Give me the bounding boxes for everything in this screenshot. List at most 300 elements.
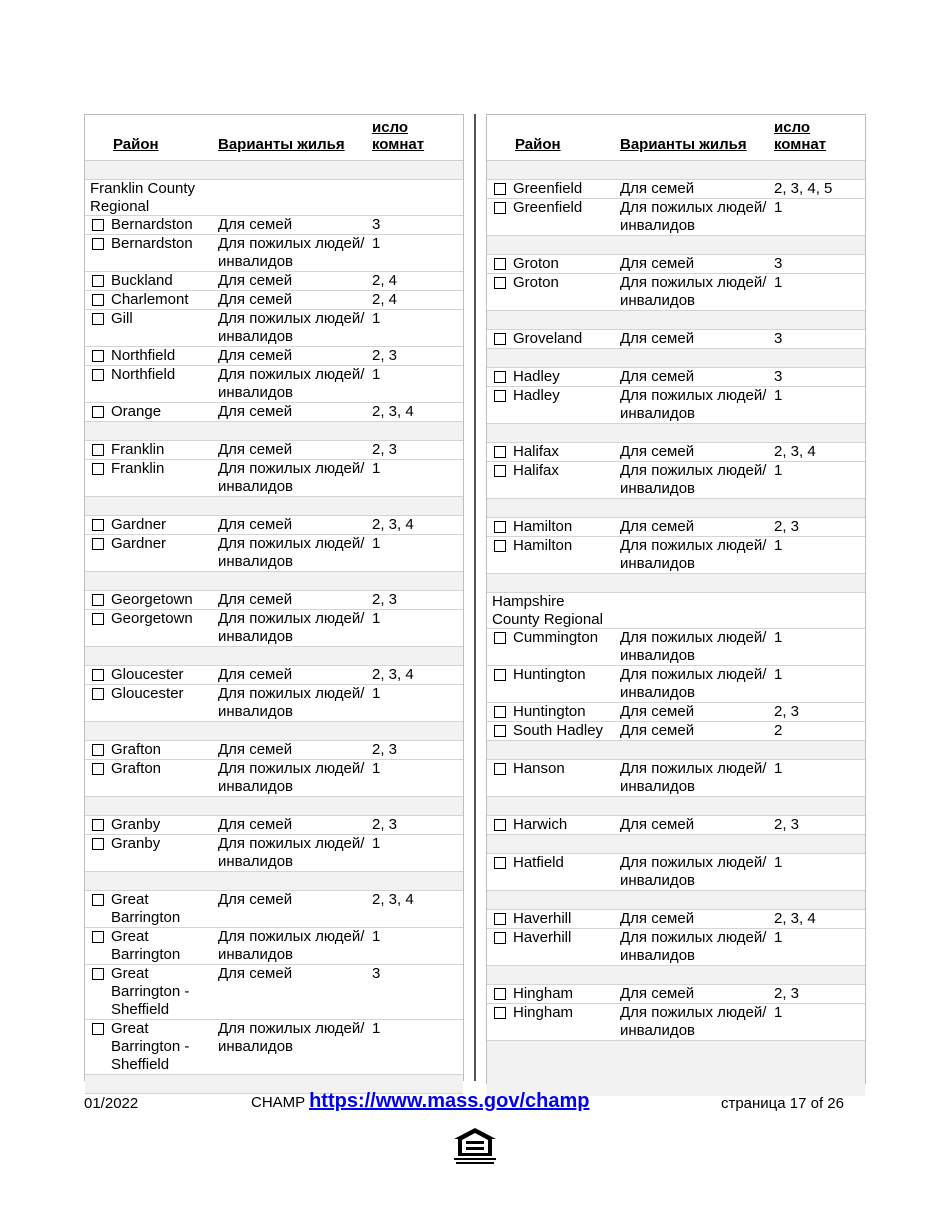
header-rooms: исло комнат bbox=[774, 119, 827, 153]
housing-type: Для семей bbox=[218, 516, 293, 533]
equal-housing-icon bbox=[450, 1126, 500, 1166]
district-cell bbox=[487, 443, 620, 461]
table-row bbox=[85, 816, 463, 835]
room-count: 2, 3, 4 bbox=[774, 443, 816, 460]
district-name: Northfield bbox=[111, 366, 176, 383]
district-cell bbox=[487, 929, 620, 965]
room-count: 2, 4 bbox=[372, 272, 398, 289]
checkbox[interactable] bbox=[494, 706, 506, 718]
district-name: Hatfield bbox=[513, 854, 564, 871]
checkbox[interactable] bbox=[92, 444, 104, 456]
spacer-row bbox=[85, 422, 463, 441]
district-cell bbox=[487, 666, 620, 702]
room-count: 2, 4 bbox=[372, 291, 398, 308]
checkbox[interactable] bbox=[92, 238, 104, 250]
district-cell bbox=[487, 722, 620, 740]
room-count: 1 bbox=[774, 199, 783, 216]
table-row bbox=[487, 666, 865, 703]
district-name: Hingham bbox=[513, 985, 574, 1002]
table-row bbox=[487, 368, 865, 387]
district-cell bbox=[85, 291, 218, 309]
district-cell bbox=[85, 965, 218, 1019]
district-cell bbox=[85, 216, 218, 234]
housing-type: Для семей bbox=[218, 965, 293, 982]
checkbox[interactable] bbox=[494, 277, 506, 289]
room-count: 3 bbox=[372, 965, 381, 982]
checkbox[interactable] bbox=[92, 931, 104, 943]
district-cell bbox=[85, 816, 218, 834]
district-cell bbox=[85, 535, 218, 571]
district-name: Gardner bbox=[111, 516, 167, 533]
table-row bbox=[85, 685, 463, 722]
room-count: 3 bbox=[774, 255, 783, 272]
footer-page-number: страница 17 of 26 bbox=[720, 1095, 844, 1112]
housing-type: Для семей bbox=[620, 816, 695, 833]
checkbox[interactable] bbox=[92, 1023, 104, 1035]
table-row bbox=[487, 180, 865, 199]
room-count: 2, 3 bbox=[774, 518, 800, 535]
table-row bbox=[85, 216, 463, 235]
table-row bbox=[85, 965, 463, 1020]
right-table bbox=[486, 114, 866, 1084]
district-name: Hadley bbox=[513, 387, 560, 404]
checkbox[interactable] bbox=[494, 932, 506, 944]
room-count: 3 bbox=[774, 330, 783, 347]
table-row bbox=[487, 985, 865, 1004]
district-name: Groton bbox=[513, 274, 559, 291]
room-count: 2, 3 bbox=[372, 347, 398, 364]
district-name: Franklin bbox=[111, 460, 165, 477]
checkbox[interactable] bbox=[92, 894, 104, 906]
district-cell bbox=[487, 1004, 620, 1040]
housing-type: Для пожилых людей/инвалидов bbox=[620, 854, 767, 889]
table-row bbox=[85, 310, 463, 347]
spacer-row bbox=[85, 722, 463, 741]
housing-type: Для пожилых людей/инвалидов bbox=[620, 1004, 767, 1039]
district-cell bbox=[85, 835, 218, 871]
district-name: Groveland bbox=[513, 330, 583, 347]
checkbox[interactable] bbox=[494, 540, 506, 552]
district-name: Great Barrington - Sheffield bbox=[111, 965, 190, 1018]
district-cell bbox=[85, 516, 218, 534]
housing-type: Для пожилых людей/инвалидов bbox=[218, 366, 365, 401]
room-count: 1 bbox=[372, 1020, 381, 1037]
room-count: 2, 3 bbox=[372, 816, 398, 833]
room-count: 3 bbox=[372, 216, 381, 233]
table-row bbox=[487, 387, 865, 424]
housing-type: Для семей bbox=[620, 180, 695, 197]
room-count: 1 bbox=[774, 462, 783, 479]
table-header bbox=[85, 115, 463, 161]
empty-fill bbox=[487, 1041, 865, 1096]
checkbox[interactable] bbox=[494, 763, 506, 775]
region-label: Franklin County Regional bbox=[90, 180, 196, 215]
table-row bbox=[487, 629, 865, 666]
housing-type: Для семей bbox=[218, 347, 293, 364]
district-name: Greenfield bbox=[513, 180, 583, 197]
checkbox[interactable] bbox=[92, 613, 104, 625]
district-cell bbox=[487, 255, 620, 273]
table-row bbox=[85, 1020, 463, 1075]
housing-type: Для пожилых людей/инвалидов bbox=[218, 235, 365, 270]
checkbox[interactable] bbox=[494, 857, 506, 869]
district-cell bbox=[85, 310, 218, 346]
checkbox[interactable] bbox=[92, 294, 104, 306]
housing-type: Для семей bbox=[218, 272, 293, 289]
checkbox[interactable] bbox=[92, 463, 104, 475]
district-cell bbox=[487, 816, 620, 834]
table-row bbox=[85, 928, 463, 965]
room-count: 2, 3 bbox=[372, 741, 398, 758]
room-count: 2, 3 bbox=[774, 703, 800, 720]
room-count: 2, 3, 4 bbox=[372, 666, 414, 683]
table-row bbox=[487, 703, 865, 722]
checkbox[interactable] bbox=[494, 183, 506, 195]
spacer-row bbox=[487, 311, 865, 330]
district-cell bbox=[487, 629, 620, 665]
table-row bbox=[85, 666, 463, 685]
table-row bbox=[85, 516, 463, 535]
spacer-row bbox=[85, 647, 463, 666]
checkbox[interactable] bbox=[92, 538, 104, 550]
room-count: 2, 3, 4 bbox=[372, 403, 414, 420]
spacer-row bbox=[487, 741, 865, 760]
room-count: 1 bbox=[774, 274, 783, 291]
district-cell bbox=[85, 366, 218, 402]
header-rooms: исло комнат bbox=[372, 119, 425, 153]
district-name: Grafton bbox=[111, 741, 162, 758]
district-cell bbox=[487, 368, 620, 386]
housing-type: Для пожилых людей/инвалидов bbox=[218, 685, 365, 720]
checkbox[interactable] bbox=[92, 688, 104, 700]
checkbox[interactable] bbox=[494, 819, 506, 831]
housing-type: Для семей bbox=[218, 591, 293, 608]
header-district: Район bbox=[515, 136, 561, 153]
header-housing: Варианты жилья bbox=[620, 136, 747, 153]
spacer-row bbox=[85, 872, 463, 891]
district-cell bbox=[487, 760, 620, 796]
district-name: Hamilton bbox=[513, 518, 573, 535]
header-district: Район bbox=[113, 136, 159, 153]
district-name: Orange bbox=[111, 403, 162, 420]
district-cell bbox=[85, 666, 218, 684]
room-count: 1 bbox=[372, 928, 381, 945]
column-divider bbox=[474, 114, 476, 1081]
checkbox[interactable] bbox=[494, 465, 506, 477]
table-row bbox=[85, 272, 463, 291]
district-name: Harwich bbox=[513, 816, 568, 833]
housing-type: Для семей bbox=[218, 816, 293, 833]
district-cell bbox=[85, 347, 218, 365]
spacer-row bbox=[85, 497, 463, 516]
housing-type: Для пожилых людей/инвалидов bbox=[620, 537, 767, 572]
table-row bbox=[85, 441, 463, 460]
housing-type: Для пожилых людей/инвалидов bbox=[620, 462, 767, 497]
district-cell bbox=[85, 441, 218, 459]
room-count: 1 bbox=[372, 760, 381, 777]
district-cell bbox=[487, 854, 620, 890]
checkbox[interactable] bbox=[494, 669, 506, 681]
district-name: Northfield bbox=[111, 347, 176, 364]
room-count: 1 bbox=[372, 310, 381, 327]
room-count: 2, 3 bbox=[774, 816, 800, 833]
district-cell bbox=[85, 891, 218, 927]
region-heading bbox=[85, 180, 463, 216]
table-row bbox=[85, 235, 463, 272]
housing-type: Для семей bbox=[620, 330, 695, 347]
region-label: Hampshire County Regional bbox=[492, 593, 603, 628]
spacer-row bbox=[487, 161, 865, 180]
district-cell bbox=[487, 910, 620, 928]
room-count: 1 bbox=[774, 929, 783, 946]
district-name: Bernardston bbox=[111, 216, 193, 233]
spacer-row bbox=[487, 891, 865, 910]
district-name: Grafton bbox=[111, 760, 162, 777]
housing-type: Для пожилых людей/инвалидов bbox=[218, 610, 365, 645]
district-name: Great Barrington bbox=[111, 928, 181, 963]
table-row bbox=[85, 291, 463, 310]
district-cell bbox=[85, 741, 218, 759]
checkbox[interactable] bbox=[494, 521, 506, 533]
housing-type: Для пожилых людей/инвалидов bbox=[620, 929, 767, 964]
housing-type: Для пожилых людей/инвалидов bbox=[218, 760, 365, 795]
district-name: Halifax bbox=[513, 462, 559, 479]
checkbox[interactable] bbox=[92, 819, 104, 831]
district-name: Cummington bbox=[513, 629, 599, 646]
housing-type: Для пожилых людей/инвалидов bbox=[218, 835, 365, 870]
housing-type: Для семей bbox=[218, 216, 293, 233]
room-count: 2, 3, 4 bbox=[774, 910, 816, 927]
left-table bbox=[84, 114, 464, 1081]
table-header bbox=[487, 115, 865, 161]
checkbox[interactable] bbox=[92, 313, 104, 325]
checkbox[interactable] bbox=[494, 446, 506, 458]
housing-type: Для семей bbox=[620, 703, 695, 720]
room-count: 1 bbox=[372, 535, 381, 552]
housing-type: Для пожилых людей/инвалидов bbox=[218, 310, 365, 345]
housing-type: Для семей bbox=[620, 368, 695, 385]
table-row bbox=[85, 591, 463, 610]
district-cell bbox=[85, 272, 218, 290]
room-count: 1 bbox=[774, 1004, 783, 1021]
district-name: Huntington bbox=[513, 666, 586, 683]
checkbox[interactable] bbox=[92, 669, 104, 681]
table-row bbox=[487, 854, 865, 891]
table-row bbox=[487, 443, 865, 462]
spacer-row bbox=[487, 349, 865, 368]
checkbox[interactable] bbox=[92, 838, 104, 850]
district-cell bbox=[487, 387, 620, 423]
district-name: Great Barrington - Sheffield bbox=[111, 1020, 190, 1073]
district-cell bbox=[487, 180, 620, 198]
header-housing: Варианты жилья bbox=[218, 136, 345, 153]
district-cell bbox=[85, 685, 218, 721]
footer-center bbox=[251, 1090, 590, 1113]
district-name: Georgetown bbox=[111, 591, 193, 608]
room-count: 2, 3, 4, 5 bbox=[774, 180, 833, 197]
table-row bbox=[85, 347, 463, 366]
checkbox[interactable] bbox=[494, 390, 506, 402]
district-name: South Hadley bbox=[513, 722, 604, 739]
district-cell bbox=[487, 985, 620, 1003]
table-row bbox=[85, 760, 463, 797]
region-heading bbox=[487, 593, 865, 629]
district-name: Hanson bbox=[513, 760, 565, 777]
room-count: 1 bbox=[372, 366, 381, 383]
spacer-row bbox=[487, 574, 865, 593]
checkbox[interactable] bbox=[494, 202, 506, 214]
room-count: 1 bbox=[774, 760, 783, 777]
table-row bbox=[487, 760, 865, 797]
district-name: Buckland bbox=[111, 272, 173, 289]
district-name: Haverhill bbox=[513, 910, 572, 927]
district-name: Hadley bbox=[513, 368, 560, 385]
checkbox[interactable] bbox=[92, 594, 104, 606]
room-count: 1 bbox=[372, 460, 381, 477]
table-row bbox=[487, 255, 865, 274]
footer-champ: CHAMP bbox=[251, 1094, 305, 1111]
table-row bbox=[487, 816, 865, 835]
checkbox[interactable] bbox=[494, 333, 506, 345]
checkbox[interactable] bbox=[494, 988, 506, 1000]
district-cell bbox=[487, 199, 620, 235]
housing-type: Для пожилых людей/инвалидов bbox=[620, 760, 767, 795]
spacer-row bbox=[487, 835, 865, 854]
district-name: Franklin bbox=[111, 441, 165, 458]
district-cell bbox=[487, 518, 620, 536]
housing-type: Для семей bbox=[620, 985, 695, 1002]
housing-type: Для пожилых людей/инвалидов bbox=[620, 387, 767, 422]
right-table-body bbox=[487, 161, 865, 1096]
spacer-row bbox=[85, 161, 463, 180]
spacer-row bbox=[487, 797, 865, 816]
table-row bbox=[487, 199, 865, 236]
district-name: Gloucester bbox=[111, 666, 184, 683]
table-row bbox=[85, 366, 463, 403]
district-name: Greenfield bbox=[513, 199, 583, 216]
district-name: Haverhill bbox=[513, 929, 572, 946]
checkbox[interactable] bbox=[494, 913, 506, 925]
district-name: Gill bbox=[111, 310, 133, 327]
room-count: 1 bbox=[372, 235, 381, 252]
housing-type: Для семей bbox=[218, 891, 293, 908]
checkbox[interactable] bbox=[92, 219, 104, 231]
housing-type: Для пожилых людей/инвалидов bbox=[218, 1020, 365, 1055]
checkbox[interactable] bbox=[92, 744, 104, 756]
room-count: 2, 3, 4 bbox=[372, 516, 414, 533]
district-cell bbox=[85, 610, 218, 646]
table-row bbox=[85, 403, 463, 422]
table-row bbox=[487, 910, 865, 929]
district-name: Halifax bbox=[513, 443, 559, 460]
room-count: 1 bbox=[774, 629, 783, 646]
district-name: Charlemont bbox=[111, 291, 189, 308]
footer-date: 01/2022 bbox=[84, 1095, 139, 1112]
district-cell bbox=[85, 1020, 218, 1074]
checkbox[interactable] bbox=[92, 275, 104, 287]
footer-link[interactable]: https://www.mass.gov/champ bbox=[309, 1090, 590, 1112]
district-cell bbox=[487, 330, 620, 348]
left-table-body bbox=[85, 161, 463, 1094]
housing-type: Для пожилых людей/инвалидов bbox=[620, 629, 767, 664]
district-cell bbox=[487, 537, 620, 573]
checkbox[interactable] bbox=[494, 1007, 506, 1019]
housing-type: Для семей bbox=[218, 666, 293, 683]
checkbox[interactable] bbox=[92, 406, 104, 418]
checkbox[interactable] bbox=[494, 725, 506, 737]
room-count: 2, 3 bbox=[774, 985, 800, 1002]
housing-type: Для пожилых людей/инвалидов bbox=[620, 199, 767, 234]
room-count: 1 bbox=[372, 835, 381, 852]
checkbox[interactable] bbox=[92, 763, 104, 775]
room-count: 1 bbox=[774, 537, 783, 554]
district-name: Gardner bbox=[111, 535, 167, 552]
table-row bbox=[487, 537, 865, 574]
checkbox[interactable] bbox=[92, 369, 104, 381]
checkbox[interactable] bbox=[92, 350, 104, 362]
checkbox[interactable] bbox=[92, 519, 104, 531]
table-row bbox=[487, 330, 865, 349]
district-name: Gloucester bbox=[111, 685, 184, 702]
table-row bbox=[85, 891, 463, 928]
housing-type: Для семей bbox=[218, 441, 293, 458]
district-name: Groton bbox=[513, 255, 559, 272]
housing-type: Для семей bbox=[620, 255, 695, 272]
district-name: Great Barrington bbox=[111, 891, 181, 926]
district-cell bbox=[85, 460, 218, 496]
spacer-row bbox=[487, 966, 865, 985]
district-name: Hingham bbox=[513, 1004, 574, 1021]
table-row bbox=[487, 462, 865, 499]
housing-type: Для пожилых людей/инвалидов bbox=[620, 666, 767, 701]
district-cell bbox=[487, 462, 620, 498]
housing-type: Для пожилых людей/инвалидов bbox=[218, 928, 365, 963]
spacer-row bbox=[487, 499, 865, 518]
district-cell bbox=[487, 274, 620, 310]
room-count: 1 bbox=[774, 666, 783, 683]
housing-type: Для пожилых людей/инвалидов bbox=[218, 535, 365, 570]
table-row bbox=[85, 535, 463, 572]
table-row bbox=[85, 610, 463, 647]
district-cell bbox=[487, 703, 620, 721]
room-count: 2, 3, 4 bbox=[372, 891, 414, 908]
table-row bbox=[487, 722, 865, 741]
district-cell bbox=[85, 928, 218, 964]
table-row bbox=[85, 835, 463, 872]
checkbox[interactable] bbox=[494, 632, 506, 644]
room-count: 1 bbox=[372, 610, 381, 627]
housing-type: Для семей bbox=[620, 443, 695, 460]
district-cell bbox=[85, 235, 218, 271]
housing-type: Для семей bbox=[620, 722, 695, 739]
room-count: 1 bbox=[774, 854, 783, 871]
district-cell bbox=[85, 591, 218, 609]
room-count: 3 bbox=[774, 368, 783, 385]
page-footer bbox=[84, 1090, 864, 1116]
district-name: Bernardston bbox=[111, 235, 193, 252]
room-count: 2 bbox=[774, 722, 783, 739]
checkbox[interactable] bbox=[494, 371, 506, 383]
district-cell bbox=[85, 403, 218, 421]
checkbox[interactable] bbox=[494, 258, 506, 270]
housing-type: Для семей bbox=[620, 910, 695, 927]
checkbox[interactable] bbox=[92, 968, 104, 980]
housing-type: Для пожилых людей/инвалидов bbox=[218, 460, 365, 495]
table-row bbox=[487, 1004, 865, 1041]
spacer-row bbox=[487, 424, 865, 443]
housing-type: Для пожилых людей/инвалидов bbox=[620, 274, 767, 309]
district-name: Huntington bbox=[513, 703, 586, 720]
